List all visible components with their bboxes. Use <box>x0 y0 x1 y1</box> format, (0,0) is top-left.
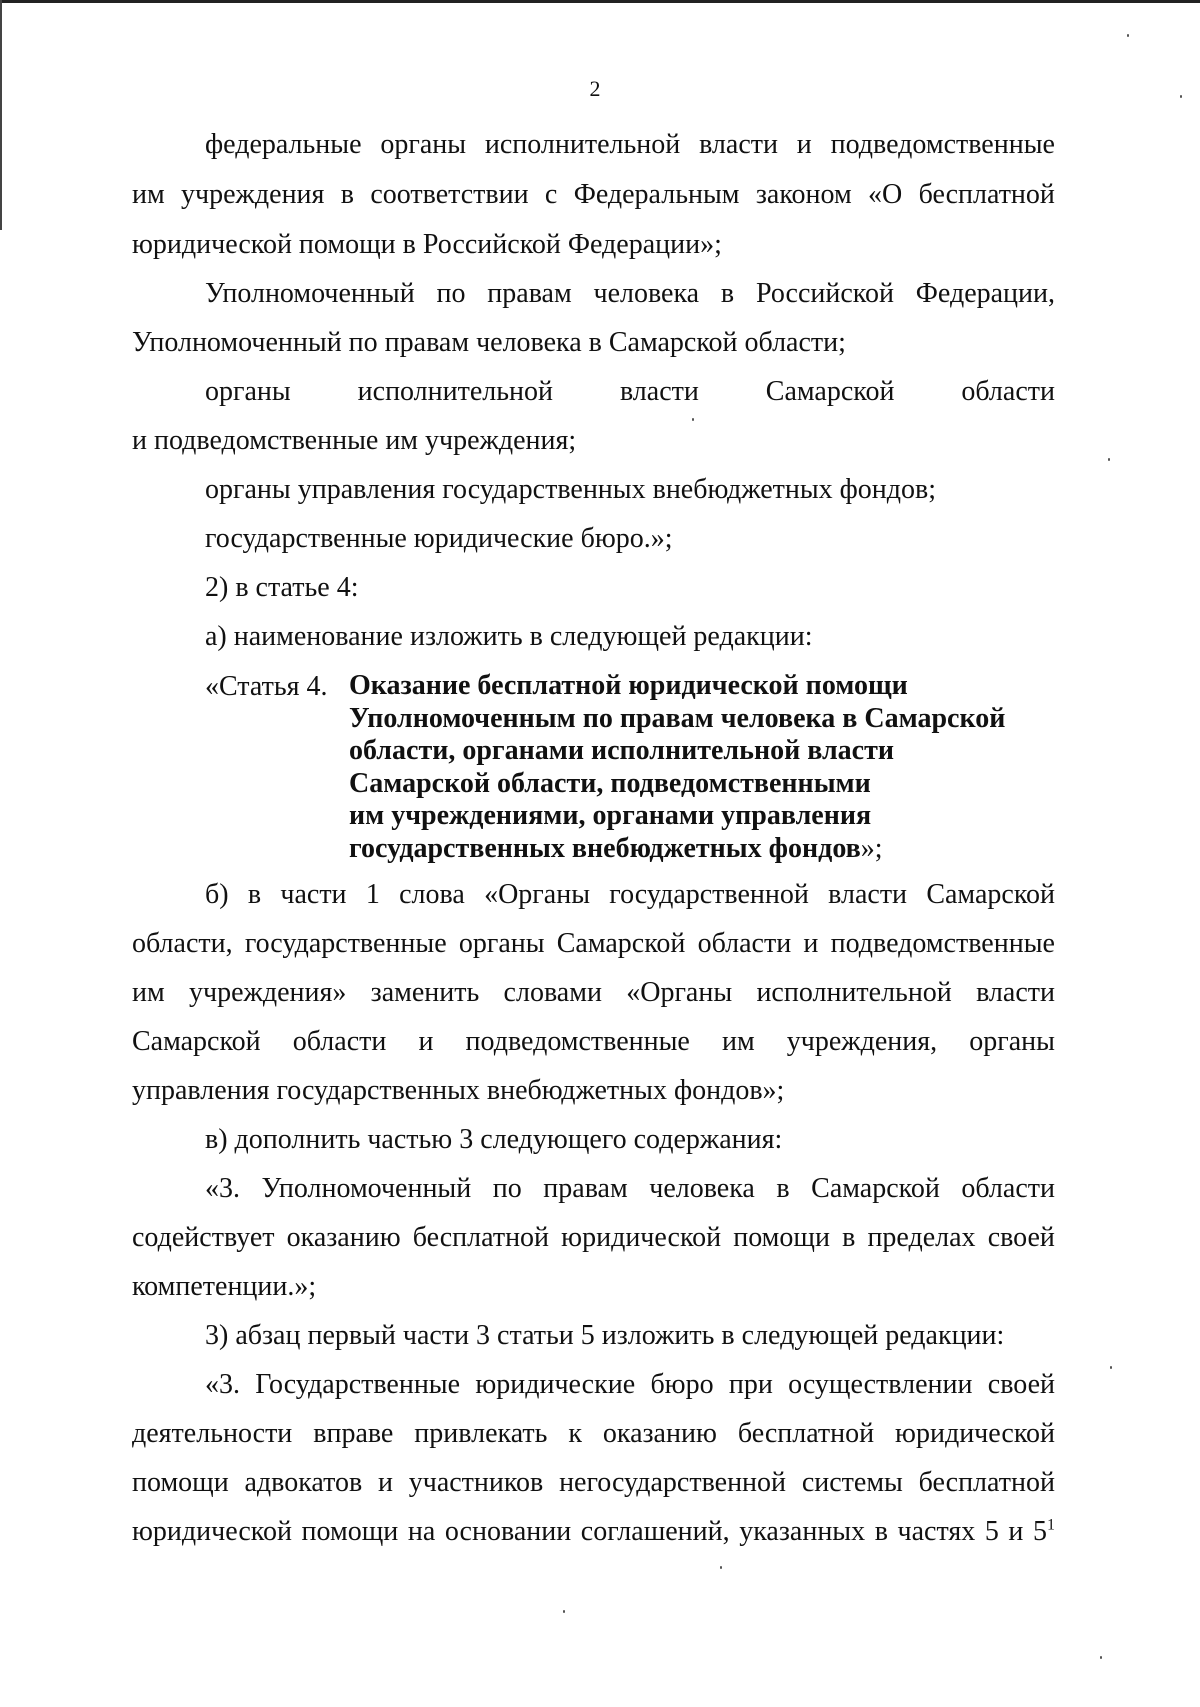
article-title-end: »; <box>860 832 883 864</box>
word: подведомственные <box>830 129 1055 160</box>
word: бесплатной <box>918 179 1055 210</box>
scan-top-edge <box>0 0 1200 3</box>
word: «Органы <box>626 977 733 1008</box>
word: оказанию <box>602 1418 717 1449</box>
word: и <box>1008 1516 1024 1547</box>
text-line: а) наименование изложить в следующей редакции: <box>205 621 813 652</box>
scan-speck <box>1180 95 1182 98</box>
word: человека <box>649 1173 755 1204</box>
word: и <box>418 1026 434 1057</box>
word: негосударственной <box>559 1467 787 1498</box>
word: пределах <box>867 1222 976 1253</box>
word: государственной <box>609 879 809 910</box>
text-line: в) дополнить частью 3 следующего содержания: <box>205 1124 783 1155</box>
word: и <box>803 928 819 959</box>
word: человека <box>593 278 700 309</box>
text-line <box>205 375 1055 409</box>
word: Самарской <box>132 1026 261 1057</box>
word: подведомственные <box>830 928 1055 959</box>
word: Уполномоченный <box>205 278 415 309</box>
word: власти <box>828 879 908 910</box>
word: адвокатов <box>244 1467 363 1498</box>
word: органы <box>380 129 467 160</box>
text-line <box>132 178 1055 212</box>
word: в <box>340 179 355 210</box>
word: юридической <box>895 1418 1055 1449</box>
scan-speck <box>692 418 694 421</box>
word: по <box>492 1173 522 1204</box>
text-line <box>132 1221 1055 1255</box>
word: правам <box>543 1173 628 1204</box>
word: области <box>697 928 792 959</box>
word: б) <box>205 879 229 910</box>
article-title-line: Уполномоченным по правам человека в Самарской <box>349 702 1006 734</box>
word: привлекать <box>414 1418 548 1449</box>
word: бесплатной <box>918 1467 1055 1498</box>
word: власти <box>619 376 699 407</box>
article-title-line: области, органами исполнительной власти <box>349 735 894 766</box>
word: органы <box>205 376 291 407</box>
word: помощи <box>132 1467 229 1498</box>
word: системы <box>801 1467 903 1498</box>
word: на <box>407 1516 436 1547</box>
word: $5^1$ <box>1033 1516 1055 1547</box>
word: подведомственные <box>465 1026 690 1057</box>
word: и <box>377 1467 393 1498</box>
scan-speck <box>1127 34 1129 37</box>
word: участников <box>408 1467 544 1498</box>
scan-speck <box>720 1566 722 1569</box>
word: органы <box>458 928 545 959</box>
text-line <box>132 1417 1055 1451</box>
word: Самарской <box>926 879 1055 910</box>
word: правам <box>487 278 572 309</box>
article-title-text: государственных внебюджетных фондов <box>349 832 861 864</box>
text-line <box>132 1466 1055 1500</box>
word: с <box>544 179 558 210</box>
word: юридической <box>561 1222 722 1253</box>
text-line: компетенции.»; <box>132 1271 317 1302</box>
word: соглашений, <box>580 1516 730 1547</box>
word: помощи <box>733 1222 830 1253</box>
word: 5 <box>984 1516 999 1547</box>
scan-speck <box>563 1610 565 1613</box>
word: словами <box>503 977 602 1008</box>
text-line <box>205 1368 1055 1402</box>
word: Самарской <box>556 928 686 959</box>
word: частях <box>897 1516 976 1547</box>
word: области, <box>132 928 233 959</box>
word: основании <box>444 1516 572 1547</box>
word: исполнительной <box>484 129 681 160</box>
text-line: 3) абзац первый части 3 статьи 5 изложить в следующей редакции: <box>205 1320 1005 1351</box>
word: Государственные <box>255 1369 461 1400</box>
word: исполнительной <box>756 977 952 1008</box>
article-title-line-last <box>349 833 1049 866</box>
word: деятельности <box>132 1418 293 1449</box>
word: к <box>568 1418 582 1449</box>
word: власти <box>976 977 1055 1008</box>
word: «3. <box>205 1369 240 1400</box>
word: им <box>132 179 165 210</box>
word: учреждения <box>181 179 325 210</box>
word: области <box>961 1173 1055 1204</box>
word: содействует <box>132 1222 275 1253</box>
text-line: органы управления государственных внебюджетных фондов; <box>205 474 937 505</box>
word: учреждения» <box>188 977 347 1008</box>
word: по <box>436 278 466 309</box>
word: при <box>728 1369 773 1400</box>
word: государственные <box>244 928 447 959</box>
word: бесплатной <box>412 1222 550 1253</box>
word: законом <box>755 179 852 210</box>
word: соответствии <box>370 179 529 210</box>
word: области <box>961 376 1055 407</box>
word: юридической <box>132 1516 292 1547</box>
text-line <box>132 927 1055 961</box>
word: им <box>132 977 165 1008</box>
article-title <box>349 670 1049 865</box>
word: оказанию <box>286 1222 401 1253</box>
word: указанных <box>739 1516 866 1547</box>
article-title-line: Оказание бесплатной юридической помощи <box>349 670 908 701</box>
text-line <box>205 128 1055 162</box>
word: исполнительной <box>357 376 553 407</box>
word: «3. <box>205 1173 240 1204</box>
article-title-line: Самарской области, подведомственными <box>349 767 871 799</box>
text-line: 2) в статье 4: <box>205 572 359 603</box>
article-label: «Статья 4. <box>205 671 328 702</box>
text-line: Уполномоченный по правам человека в Самарской области; <box>132 327 846 358</box>
word: Самарской <box>811 1173 940 1204</box>
word: 1 <box>365 879 380 910</box>
word: «Органы <box>484 879 591 910</box>
word: слова <box>399 879 465 910</box>
text-line: юридической помощи в Российской Федерации»; <box>132 229 722 260</box>
word: в <box>842 1222 856 1253</box>
text-line <box>132 976 1055 1010</box>
word: Федеральным <box>573 179 740 210</box>
text-line: и подведомственные им учреждения; <box>132 425 577 456</box>
scan-speck <box>1108 458 1110 461</box>
word: в <box>874 1516 888 1547</box>
word: в <box>247 879 262 910</box>
word: органы <box>969 1026 1055 1057</box>
word: Самарской <box>765 376 895 407</box>
text-line <box>132 1025 1055 1059</box>
word: учреждения, <box>786 1026 938 1057</box>
word: бесплатной <box>737 1418 875 1449</box>
word: федеральные <box>205 129 362 160</box>
text-line <box>205 1172 1055 1206</box>
word: вправе <box>313 1418 394 1449</box>
word: Российской <box>755 278 894 309</box>
text-line <box>205 277 1055 311</box>
superscript: 1 <box>1047 1516 1055 1534</box>
word: заменить <box>370 977 480 1008</box>
word: Федерации, <box>915 278 1055 309</box>
scan-left-edge <box>0 0 2 230</box>
word: области <box>292 1026 387 1057</box>
scan-speck <box>1100 1656 1102 1659</box>
article-title-line: им учреждениями, органами управления <box>349 800 872 831</box>
text-line: управления государственных внебюджетных фондов»; <box>132 1075 785 1106</box>
word: части <box>280 879 347 910</box>
word: своей <box>987 1369 1055 1400</box>
text-line <box>132 1515 1055 1549</box>
word: Уполномоченный <box>261 1173 472 1204</box>
word: бюро <box>650 1369 714 1400</box>
word: юридические <box>475 1369 636 1400</box>
word: своей <box>987 1222 1055 1253</box>
text-line <box>205 878 1055 912</box>
word: «О <box>868 179 903 210</box>
word: им <box>721 1026 755 1057</box>
word: в <box>776 1173 790 1204</box>
word: власти <box>699 129 778 160</box>
word: и <box>796 129 812 160</box>
text-line: государственные юридические бюро.»; <box>205 523 673 554</box>
word: осуществлении <box>788 1369 973 1400</box>
word: в <box>720 278 735 309</box>
page-number: 2 <box>589 76 601 101</box>
scan-speck <box>1110 1366 1112 1369</box>
word: помощи <box>301 1516 399 1547</box>
